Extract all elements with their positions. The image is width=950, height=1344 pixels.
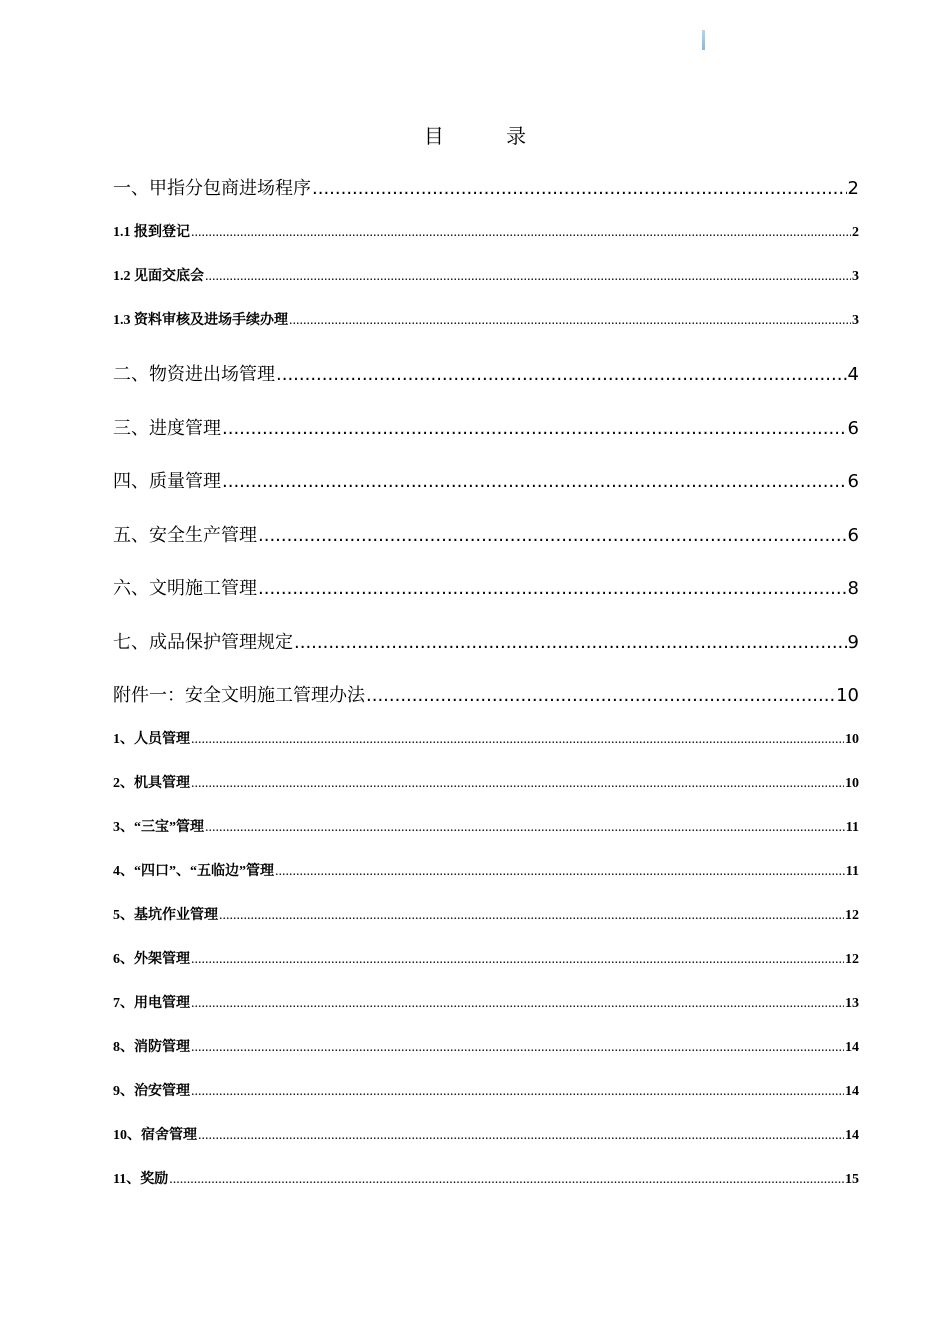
toc-entry-a7[interactable] <box>113 994 859 1014</box>
toc-dot-leader <box>191 1038 844 1058</box>
toc-dot-leader <box>276 362 847 388</box>
toc-entry-a2[interactable] <box>113 774 859 794</box>
toc-entry-6[interactable] <box>113 576 859 602</box>
toc-entry-page: 6 <box>847 471 859 492</box>
toc-dot-leader <box>258 576 847 602</box>
toc-dot-leader <box>222 469 847 495</box>
toc-entry-page: 3 <box>852 313 859 328</box>
toc-entry-page: 4 <box>847 364 859 385</box>
toc-entry-3[interactable] <box>113 416 859 442</box>
toc-entry-page: 14 <box>845 1040 859 1055</box>
toc-dot-leader <box>198 1126 844 1146</box>
toc-entry-1[interactable] <box>113 176 859 202</box>
toc-entry-a3[interactable] <box>113 818 859 838</box>
toc-title: 目 录 <box>423 124 555 148</box>
toc-entry-page: 6 <box>847 418 859 439</box>
toc-entry-1-1[interactable] <box>113 223 859 243</box>
toc-entry-label: 7、用电管理 <box>113 996 190 1011</box>
toc-entry-a1[interactable] <box>113 730 859 750</box>
toc-dot-leader <box>289 311 851 331</box>
toc-entry-page: 12 <box>845 908 859 923</box>
toc-entry-a4[interactable] <box>113 862 859 882</box>
toc-entry-page: 6 <box>847 525 859 546</box>
text-cursor-mark <box>702 30 705 50</box>
toc-entry-a11[interactable] <box>113 1170 859 1190</box>
toc-entry-2[interactable] <box>113 362 859 388</box>
toc-dot-leader <box>169 1170 844 1190</box>
toc-dot-leader <box>222 416 847 442</box>
toc-entry-page: 10 <box>845 776 859 791</box>
toc-entry-4[interactable] <box>113 469 859 495</box>
toc-entry-page: 14 <box>845 1128 859 1143</box>
toc-entry-a9[interactable] <box>113 1082 859 1102</box>
toc-entry-a5[interactable] <box>113 906 859 926</box>
toc-dot-leader <box>258 523 847 549</box>
toc-entry-label: 四、质量管理 <box>113 471 221 492</box>
toc-entry-page: 14 <box>845 1084 859 1099</box>
toc-entry-label: 一、甲指分包商进场程序 <box>113 178 311 199</box>
toc-entry-a6[interactable] <box>113 950 859 970</box>
toc-entry-label: 4、“四口”、“五临边”管理 <box>113 864 274 879</box>
toc-dot-leader <box>219 906 844 926</box>
toc-entry-label: 9、治安管理 <box>113 1084 190 1099</box>
toc-entry-label: 七、成品保护管理规定 <box>113 632 293 653</box>
toc-entry-label: 六、文明施工管理 <box>113 578 257 599</box>
toc-entry-page: 9 <box>847 632 859 653</box>
toc-dot-leader <box>205 818 845 838</box>
toc-dot-leader <box>312 176 847 202</box>
toc-entry-label: 8、消防管理 <box>113 1040 190 1055</box>
toc-dot-leader <box>191 730 844 750</box>
toc-entry-page: 2 <box>847 178 859 199</box>
toc-entry-label: 2、机具管理 <box>113 776 190 791</box>
toc-entry-label: 五、安全生产管理 <box>113 525 257 546</box>
toc-entry-label: 附件一：安全文明施工管理办法 <box>113 685 365 706</box>
toc-entry-page: 11 <box>845 820 859 835</box>
toc-dot-leader <box>366 683 835 709</box>
toc-entry-page: 2 <box>852 225 859 240</box>
toc-entry-page: 11 <box>845 864 859 879</box>
toc-entry-page: 3 <box>852 269 859 284</box>
toc-dot-leader <box>191 994 844 1014</box>
toc-entry-label: 11、奖励 <box>113 1172 169 1187</box>
toc-entry-page: 10 <box>836 685 859 706</box>
toc-entry-1-3[interactable] <box>113 311 859 331</box>
toc-entry-page: 10 <box>845 732 859 747</box>
toc-entry-1-2[interactable] <box>113 267 859 287</box>
toc-dot-leader <box>294 630 847 656</box>
toc-entry-a10[interactable] <box>113 1126 859 1146</box>
toc-entry-label: 5、基坑作业管理 <box>113 908 218 923</box>
toc-dot-leader <box>275 862 845 882</box>
toc-entry-label: 二、物资进出场管理 <box>113 364 275 385</box>
toc-dot-leader <box>191 950 844 970</box>
toc-entry-page: 12 <box>845 952 859 967</box>
toc-dot-leader <box>191 774 844 794</box>
toc-entry-page: 15 <box>845 1172 859 1187</box>
toc-entry-appendix-1[interactable] <box>113 683 859 709</box>
toc-dot-leader <box>191 223 851 243</box>
toc-entry-page: 13 <box>845 996 859 1011</box>
toc-entry-label: 1、人员管理 <box>113 732 190 747</box>
toc-entry-label: 3、“三宝”管理 <box>113 820 204 835</box>
toc-entry-label: 1.1 报到登记 <box>113 225 190 240</box>
toc-entry-label: 三、进度管理 <box>113 418 221 439</box>
toc-dot-leader <box>191 1082 844 1102</box>
toc-entry-label: 6、外架管理 <box>113 952 190 967</box>
toc-entry-label: 1.3 资料审核及进场手续办理 <box>113 313 288 328</box>
toc-entry-label: 1.2 见面交底会 <box>113 269 204 284</box>
toc-entry-label: 10、宿舍管理 <box>113 1128 197 1143</box>
toc-entry-5[interactable] <box>113 523 859 549</box>
toc-entry-7[interactable] <box>113 630 859 656</box>
toc-entry-a8[interactable] <box>113 1038 859 1058</box>
toc-entry-page: 8 <box>847 578 859 599</box>
toc-dot-leader <box>205 267 851 287</box>
